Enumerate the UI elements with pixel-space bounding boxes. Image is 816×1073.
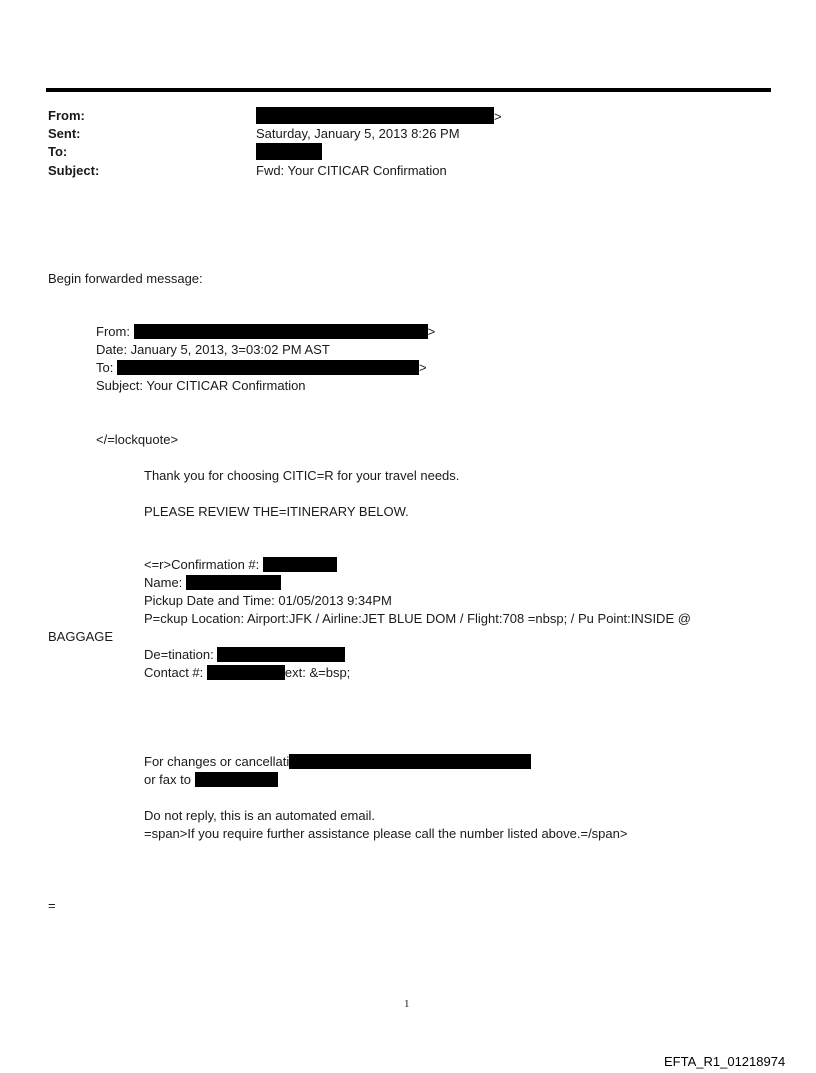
redaction-bar (117, 360, 419, 375)
sent-value: Saturday, January 5, 2013 8:26 PM (256, 126, 460, 141)
redaction-bar (217, 647, 345, 662)
redaction-bar (256, 143, 322, 160)
fwd-from-line (96, 324, 435, 340)
thanks-line: Thank you for choosing CITIC=R for your travel needs. (144, 468, 460, 483)
fwd-to-label: To: (96, 360, 114, 375)
blockquote-tag: </=lockquote> (96, 432, 179, 447)
fwd-from-suffix: > (427, 324, 436, 339)
fwd-to-line (96, 360, 427, 376)
changes-text: For changes or cancellati (144, 754, 290, 769)
fwd-date-line: Date: January 5, 2013, 3=03:02 PM AST (96, 342, 330, 357)
header-rule (46, 88, 771, 92)
fwd-subject-line: Subject: Your CITICAR Confirmation (96, 378, 306, 393)
fwd-from-label: From: (96, 324, 130, 339)
redaction-bar (289, 754, 531, 769)
confirmation-line (144, 557, 337, 573)
changes-line (144, 754, 531, 770)
contact-line (144, 665, 350, 681)
redaction-bar (256, 107, 494, 124)
confirmation-label: <=r>Confirmation #: (144, 557, 260, 572)
to-label: To: (48, 144, 68, 159)
from-label: From: (48, 108, 85, 123)
contact-ext: ext: &=bsp; (284, 665, 351, 680)
forward-intro: Begin forwarded message: (48, 271, 203, 286)
name-line (144, 575, 281, 591)
pickup-time-line: Pickup Date and Time: 01/05/2013 9:34PM (144, 593, 392, 608)
review-line: PLEASE REVIEW THE=ITINERARY BELOW. (144, 504, 409, 519)
redaction-bar (186, 575, 281, 590)
fax-text: or fax to (144, 772, 191, 787)
trailing-equals: = (48, 898, 56, 913)
pickup-location-line: P=ckup Location: Airport:JFK / Airline:JET BLUE DOM / Flight:708 =nbsp; / Pu Point:INSIDE @ (144, 611, 691, 626)
from-value (256, 107, 502, 126)
page-number: 1 (404, 998, 410, 1010)
fax-line (144, 772, 278, 788)
destination-line (144, 647, 345, 663)
no-reply-line: Do not reply, this is an automated email. (144, 808, 375, 823)
to-value (256, 143, 322, 162)
from-suffix: > (494, 109, 502, 124)
destination-label: De=tination: (144, 647, 214, 662)
redaction-bar (263, 557, 337, 572)
document-id: EFTA_R1_01218974 (664, 1054, 786, 1069)
subject-value: Fwd: Your CITICAR Confirmation (256, 163, 447, 178)
name-label: Name: (144, 575, 183, 590)
subject-label: Subject: (48, 163, 100, 178)
redaction-bar (134, 324, 428, 339)
assistance-line: =span>If you require further assistance please call the number listed above.=/span> (144, 826, 628, 841)
sent-label: Sent: (48, 126, 81, 141)
baggage-line: BAGGAGE (48, 629, 114, 644)
contact-label: Contact #: (144, 665, 204, 680)
redaction-bar (195, 772, 278, 787)
fwd-to-suffix: > (418, 360, 427, 375)
redaction-bar (207, 665, 285, 680)
